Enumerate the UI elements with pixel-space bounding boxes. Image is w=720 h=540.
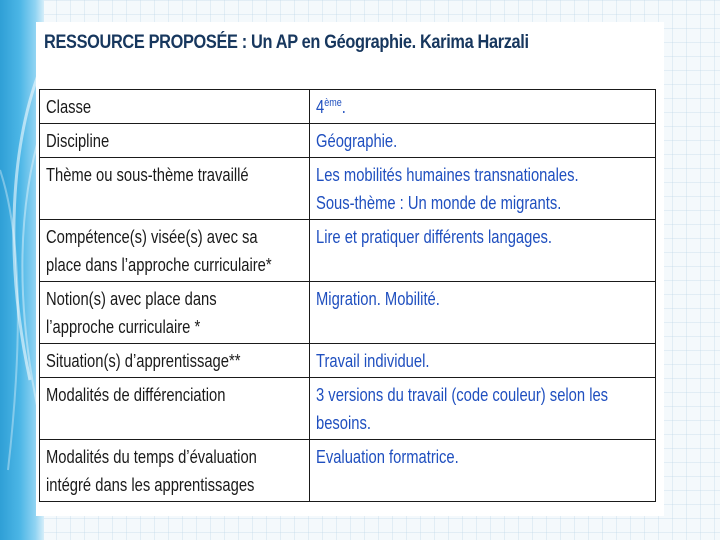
row-value-cell (310, 344, 656, 378)
class-level-superscript: ème (324, 97, 342, 109)
row-label-cell (40, 90, 310, 124)
table-row (40, 158, 656, 220)
row-label-cell (40, 124, 310, 158)
row-value-text: Migration. Mobilité. (316, 289, 440, 309)
row-value-cell (310, 440, 656, 502)
row-label-cell (40, 344, 310, 378)
table-row (40, 344, 656, 378)
row-label-text: Classe (46, 97, 92, 117)
row-label-text: Notion(s) avec place dans (46, 289, 217, 309)
table-row (40, 440, 656, 502)
row-label-text: intégré dans les apprentissages (46, 475, 255, 495)
row-value-cell (310, 124, 656, 158)
row-label-text: l’approche curriculaire * (46, 317, 201, 337)
table-row (40, 378, 656, 440)
row-value-cell (310, 282, 656, 344)
row-value-text: Travail individuel. (316, 351, 430, 371)
row-label-cell (40, 440, 310, 502)
class-level: 4 (316, 97, 325, 117)
slide-title: RESSOURCE PROPOSÉE : Un AP en Géographie. Karima Harzali (44, 32, 529, 53)
table-row (40, 90, 656, 124)
row-value-text: Sous-thème : Un monde de migrants. (316, 193, 562, 213)
row-label-text: place dans l’approche curriculaire* (46, 255, 272, 275)
class-level-suffix: . (341, 97, 346, 117)
row-label-cell (40, 378, 310, 440)
row-label-text: Modalités du temps d’évaluation (46, 447, 257, 467)
row-label-text: Compétence(s) visée(s) avec sa (46, 227, 258, 247)
table-row (40, 282, 656, 344)
row-label-text: Modalités de différenciation (46, 385, 226, 405)
row-value-text: Les mobilités humaines transnationales. (316, 165, 579, 185)
row-label-cell (40, 220, 310, 282)
row-label-text: Situation(s) d’apprentissage** (46, 351, 241, 371)
row-value-cell (310, 378, 656, 440)
table-row (40, 220, 656, 282)
row-value-text: Géographie. (316, 131, 398, 151)
row-value-text: Lire et pratiquer différents langages. (316, 227, 553, 247)
row-label-text: Discipline (46, 131, 110, 151)
row-label-cell (40, 158, 310, 220)
slide-content (36, 22, 664, 516)
row-label-text: Thème ou sous-thème travaillé (46, 165, 249, 185)
row-value-text: Evaluation formatrice. (316, 447, 459, 467)
table-row (40, 124, 656, 158)
row-value-cell (310, 90, 656, 124)
row-label-cell (40, 282, 310, 344)
row-value-cell (310, 158, 656, 220)
resource-table (39, 89, 656, 502)
row-value-text: besoins. (316, 413, 371, 433)
row-value-text: 3 versions du travail (code couleur) selon les (316, 385, 609, 405)
row-value-text (316, 93, 346, 121)
row-value-cell (310, 220, 656, 282)
